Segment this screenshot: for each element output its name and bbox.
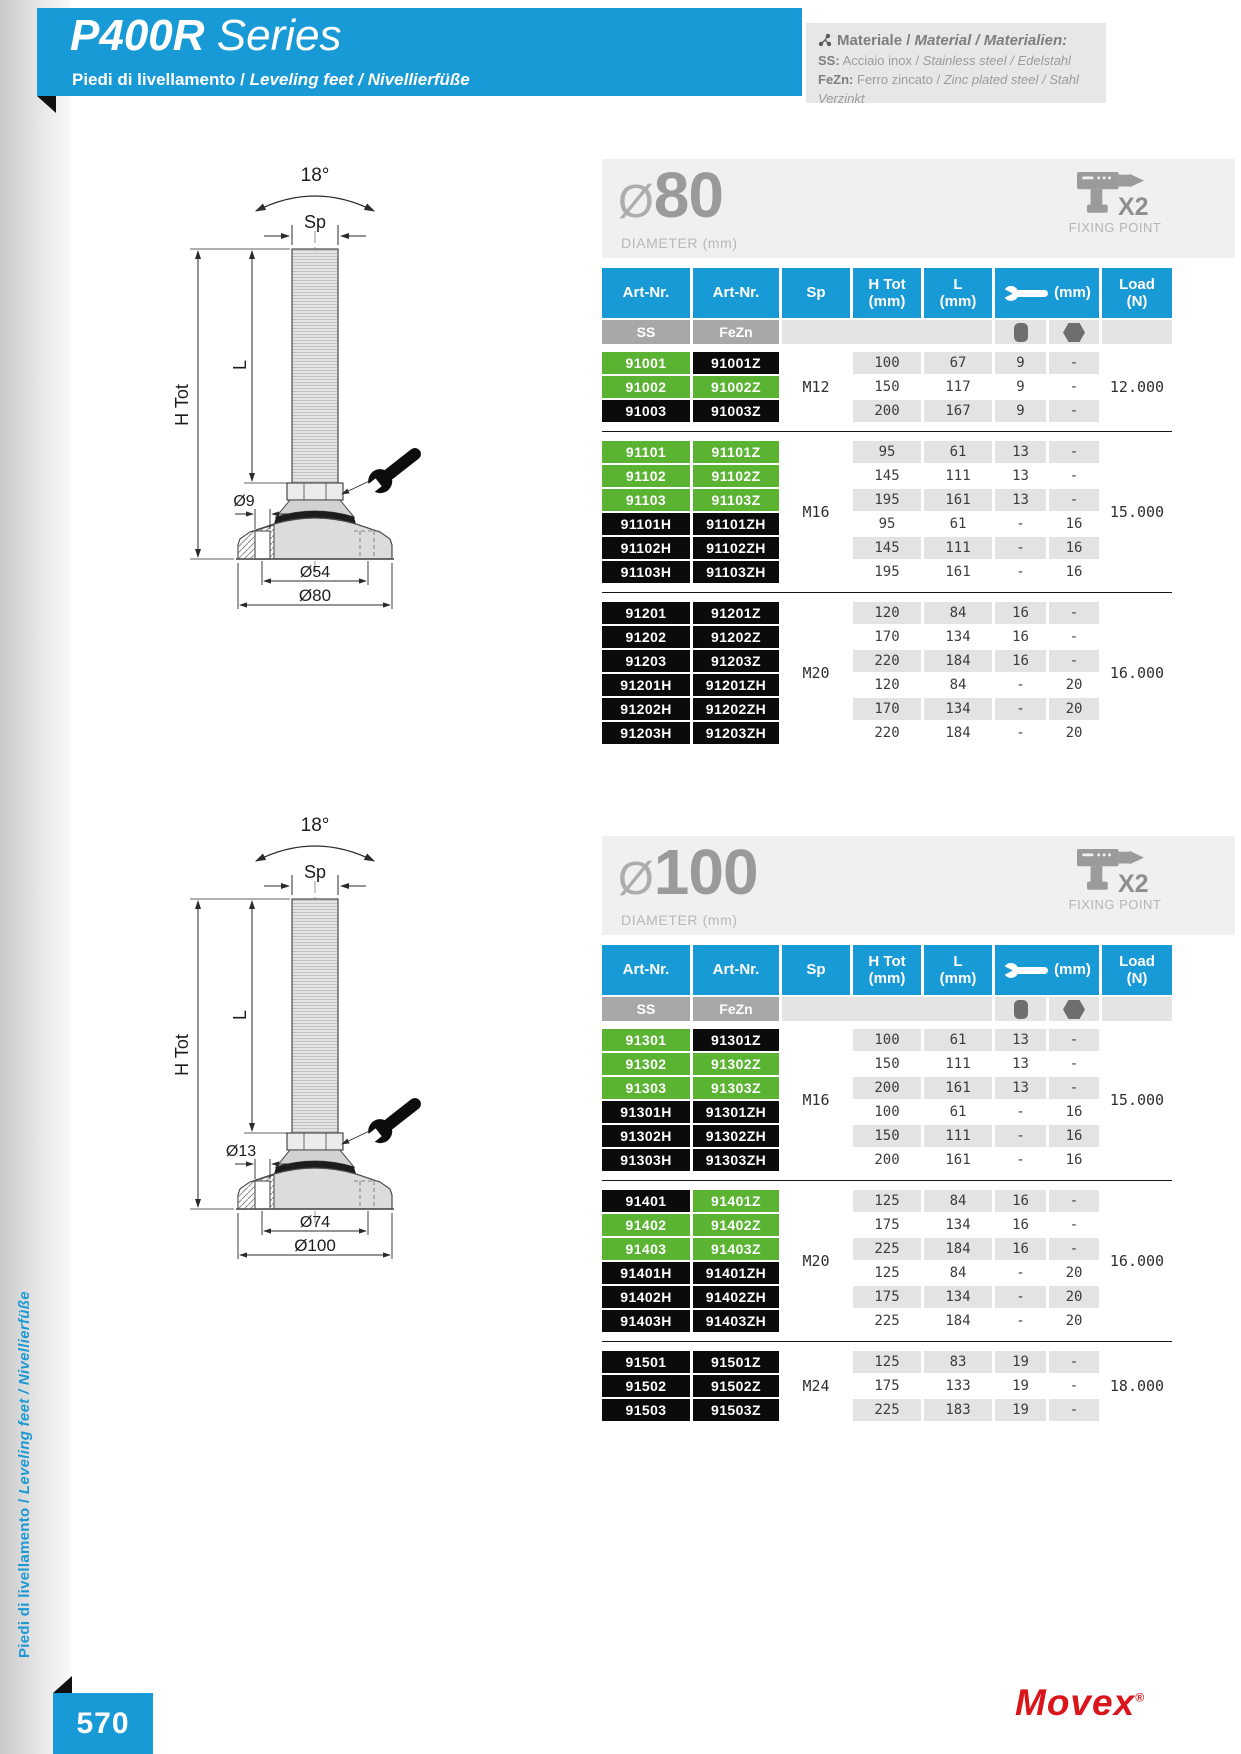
l-value: 134 bbox=[945, 1217, 971, 1233]
col-load: Load (N) bbox=[1102, 268, 1172, 318]
art-nr-fezn: 91201ZH bbox=[693, 674, 779, 696]
wrench-flat-value: 16 bbox=[1012, 629, 1029, 645]
art-nr-ss: 91503 bbox=[602, 1399, 690, 1421]
art-nr-ss: 91101 bbox=[602, 441, 690, 463]
art-nr-ss: 91402H bbox=[602, 1286, 690, 1308]
diameter-value: Ø80 bbox=[618, 159, 723, 231]
art-nr-fezn: 91002Z bbox=[693, 376, 779, 398]
subcol-socket bbox=[995, 997, 1046, 1021]
socket-icon bbox=[1014, 323, 1028, 342]
l-value: 84 bbox=[924, 1190, 992, 1212]
wrench-hex-value: - bbox=[1049, 1351, 1099, 1373]
art-nr-fezn: 91402Z bbox=[693, 1214, 779, 1236]
wrench-hex-value: - bbox=[1069, 468, 1079, 484]
art-nr-ss: 91302 bbox=[602, 1053, 690, 1075]
subcol-ss: SS bbox=[602, 997, 690, 1021]
art-nr-fezn: 91403Z bbox=[693, 1238, 779, 1260]
subcol-load-spacer bbox=[1102, 320, 1172, 344]
art-nr-fezn: 91003Z bbox=[693, 400, 779, 422]
l-value: 134 bbox=[924, 1286, 992, 1308]
col-wrench: (mm) bbox=[995, 268, 1099, 318]
wrench-flat-value: - bbox=[1016, 564, 1025, 580]
product-table-d80 bbox=[602, 268, 1172, 744]
dim-angle: 18° bbox=[300, 165, 330, 186]
section-header-d80 bbox=[602, 159, 1235, 258]
l-value: 84 bbox=[949, 1265, 967, 1281]
dim-htot: H Tot bbox=[172, 1034, 192, 1076]
art-nr-ss: 91403H bbox=[602, 1310, 690, 1332]
wrench-flat-value: - bbox=[1016, 1313, 1025, 1329]
htot-value: 220 bbox=[874, 725, 900, 741]
htot-value: 200 bbox=[853, 1077, 921, 1099]
wrench-hex-value: 20 bbox=[1049, 1286, 1099, 1308]
wrench-flat-value: 19 bbox=[1012, 1378, 1029, 1394]
material-row-ss: SS: Acciaio inox / Stainless steel / Edelstahl bbox=[818, 53, 1071, 68]
dim-hole: Ø9 bbox=[233, 493, 255, 510]
thread-group-M24 bbox=[602, 1351, 1172, 1421]
htot-value: 170 bbox=[853, 698, 921, 720]
l-value: 161 bbox=[924, 1077, 992, 1099]
l-value: 61 bbox=[924, 1029, 992, 1051]
col-artnr-fezn: Art-Nr. bbox=[693, 268, 779, 318]
htot-value: 225 bbox=[853, 1238, 921, 1260]
dim-circle: Ø74 bbox=[299, 1214, 331, 1231]
art-nr-fezn: 91503Z bbox=[693, 1399, 779, 1421]
htot-value: 150 bbox=[874, 1056, 900, 1072]
l-value: 161 bbox=[924, 489, 992, 511]
l-value: 184 bbox=[924, 650, 992, 672]
thread-size-label: M20 bbox=[802, 1252, 830, 1270]
fixing-point bbox=[1060, 842, 1170, 912]
wrench-hex-value: - bbox=[1069, 629, 1079, 645]
l-value: 134 bbox=[924, 698, 992, 720]
leveling-foot-drawing-d80 bbox=[140, 165, 480, 620]
l-value: 161 bbox=[945, 1152, 971, 1168]
art-nr-ss: 91301 bbox=[602, 1029, 690, 1051]
table-header bbox=[602, 945, 1172, 1021]
thread-size-label: M12 bbox=[802, 378, 830, 396]
hex-nut-icon bbox=[1063, 323, 1085, 342]
load-value: 16.000 bbox=[1109, 664, 1165, 682]
art-nr-ss: 91003 bbox=[602, 400, 690, 422]
art-nr-fezn: 91302ZH bbox=[693, 1125, 779, 1147]
wrench-hex-value: - bbox=[1049, 1077, 1099, 1099]
wrench-icon bbox=[1003, 962, 1049, 979]
subcol-fezn: FeZn bbox=[693, 997, 779, 1021]
art-nr-ss: 91403 bbox=[602, 1238, 690, 1260]
wrench-hex-value: - bbox=[1049, 650, 1099, 672]
dim-circle: Ø54 bbox=[299, 564, 331, 581]
art-nr-fezn: 91101ZH bbox=[693, 513, 779, 535]
fixing-label: FIXING POINT bbox=[1068, 897, 1162, 912]
art-nr-fezn: 91101Z bbox=[693, 441, 779, 463]
art-nr-fezn: 91401Z bbox=[693, 1190, 779, 1212]
wrench-flat-value: 9 bbox=[995, 352, 1046, 374]
wrench-hex-value: - bbox=[1069, 1217, 1079, 1233]
diameter-value: Ø100 bbox=[618, 836, 758, 908]
htot-value: 145 bbox=[874, 468, 900, 484]
col-htot: H Tot (mm) bbox=[853, 268, 921, 318]
l-value: 83 bbox=[924, 1351, 992, 1373]
l-value: 167 bbox=[924, 400, 992, 422]
htot-value: 195 bbox=[874, 564, 900, 580]
registered-mark: ® bbox=[1135, 1690, 1145, 1705]
wrench-hex-value: - bbox=[1069, 379, 1079, 395]
col-sp: Sp bbox=[782, 268, 850, 318]
htot-value: 125 bbox=[874, 1265, 900, 1281]
l-value: 111 bbox=[924, 537, 992, 559]
wrench-hex-value: - bbox=[1049, 602, 1099, 624]
l-value: 84 bbox=[949, 677, 967, 693]
l-value: 84 bbox=[924, 602, 992, 624]
htot-value: 200 bbox=[874, 1152, 900, 1168]
leveling-foot-drawing-d100 bbox=[140, 815, 480, 1270]
art-nr-fezn: 91201Z bbox=[693, 602, 779, 624]
thread-group-M20 bbox=[602, 602, 1172, 744]
wrench-flat-value: - bbox=[1016, 1104, 1025, 1120]
hex-nut-icon bbox=[1063, 1000, 1085, 1019]
subcol-spacer bbox=[782, 320, 992, 344]
htot-value: 225 bbox=[853, 1399, 921, 1421]
l-value: 184 bbox=[924, 1238, 992, 1260]
wrench-flat-value: 13 bbox=[995, 1029, 1046, 1051]
l-value: 134 bbox=[945, 629, 971, 645]
wrench-hex-value: - bbox=[1069, 1378, 1079, 1394]
art-nr-ss: 91501 bbox=[602, 1351, 690, 1373]
wrench-hex-value: 16 bbox=[1065, 1152, 1083, 1168]
wrench-flat-value: - bbox=[995, 1125, 1046, 1147]
htot-value: 200 bbox=[853, 400, 921, 422]
htot-value: 170 bbox=[874, 629, 900, 645]
wrench-hex-value: 20 bbox=[1065, 1313, 1083, 1329]
thread-size-label: M16 bbox=[802, 1091, 830, 1109]
wrench-hex-value: 20 bbox=[1049, 698, 1099, 720]
col-htot: H Tot (mm) bbox=[853, 945, 921, 995]
wrench-hex-value: - bbox=[1049, 400, 1099, 422]
brand-logo: Movex® bbox=[1015, 1682, 1145, 1723]
htot-value: 150 bbox=[874, 379, 900, 395]
l-value: 117 bbox=[945, 379, 971, 395]
socket-icon bbox=[1014, 1000, 1028, 1019]
wrench-hex-value: 16 bbox=[1049, 1125, 1099, 1147]
wrench-hex-value: - bbox=[1049, 489, 1099, 511]
l-value: 61 bbox=[949, 516, 967, 532]
dim-angle: 18° bbox=[300, 815, 330, 836]
art-nr-fezn: 91102ZH bbox=[693, 537, 779, 559]
wrench-hex-value: 20 bbox=[1065, 725, 1083, 741]
col-l: L (mm) bbox=[924, 268, 992, 318]
thread-size-label: M16 bbox=[802, 503, 830, 521]
art-nr-fezn: 91102Z bbox=[693, 465, 779, 487]
wrench-hex-value: 20 bbox=[1065, 677, 1083, 693]
l-value: 111 bbox=[945, 1056, 971, 1072]
htot-value: 175 bbox=[874, 1378, 900, 1394]
wrench-hex-value: - bbox=[1049, 441, 1099, 463]
fixing-label: FIXING POINT bbox=[1068, 220, 1162, 235]
product-table-d100 bbox=[602, 945, 1172, 1421]
htot-value: 175 bbox=[853, 1286, 921, 1308]
wrench-flat-value: 19 bbox=[995, 1399, 1046, 1421]
subcol-spacer bbox=[782, 997, 992, 1021]
htot-value: 175 bbox=[874, 1217, 900, 1233]
wrench-flat-value: 13 bbox=[1012, 468, 1029, 484]
subcol-load-spacer bbox=[1102, 997, 1172, 1021]
wrench-flat-value: 13 bbox=[995, 489, 1046, 511]
art-nr-ss: 91302H bbox=[602, 1125, 690, 1147]
fixing-count: X2 bbox=[1118, 870, 1149, 898]
wrench-flat-value: - bbox=[1016, 725, 1025, 741]
l-value: 184 bbox=[945, 725, 971, 741]
subcol-fezn: FeZn bbox=[693, 320, 779, 344]
art-nr-fezn: 91302Z bbox=[693, 1053, 779, 1075]
wrench-flat-value: - bbox=[1016, 516, 1025, 532]
wrench-flat-value: - bbox=[1016, 1265, 1025, 1281]
col-l: L (mm) bbox=[924, 945, 992, 995]
htot-value: 125 bbox=[853, 1351, 921, 1373]
art-nr-ss: 91002 bbox=[602, 376, 690, 398]
art-nr-ss: 91101H bbox=[602, 513, 690, 535]
thread-group-M20 bbox=[602, 1190, 1172, 1332]
htot-value: 100 bbox=[853, 352, 921, 374]
subcol-hex bbox=[1049, 320, 1099, 344]
material-row-fezn: FeZn: Ferro zincato / Zinc plated steel / Stahl Verzinkt bbox=[818, 71, 1079, 106]
wrench-flat-value: 16 bbox=[995, 602, 1046, 624]
art-nr-fezn: 91502Z bbox=[693, 1375, 779, 1397]
series-title: P400R Series bbox=[70, 11, 342, 60]
banner-fold-triangle bbox=[37, 96, 56, 113]
l-value: 133 bbox=[945, 1378, 971, 1394]
art-nr-ss: 91102 bbox=[602, 465, 690, 487]
art-nr-fezn: 91303Z bbox=[693, 1077, 779, 1099]
wrench-hex-value: - bbox=[1069, 1056, 1079, 1072]
htot-value: 150 bbox=[853, 1125, 921, 1147]
dim-l: L bbox=[230, 359, 250, 371]
subcol-hex bbox=[1049, 997, 1099, 1021]
load-value: 16.000 bbox=[1109, 1252, 1165, 1270]
group-separator bbox=[602, 592, 1172, 593]
material-legend bbox=[806, 23, 1106, 106]
load-value: 15.000 bbox=[1109, 1091, 1165, 1109]
wrench-hex-value: 16 bbox=[1065, 516, 1083, 532]
art-nr-ss: 91203H bbox=[602, 722, 690, 744]
wrench-flat-value: 16 bbox=[995, 1190, 1046, 1212]
diameter-label: DIAMETER (mm) bbox=[621, 235, 738, 251]
page-number: 570 bbox=[53, 1693, 153, 1754]
art-nr-fezn: 91203Z bbox=[693, 650, 779, 672]
l-value: 61 bbox=[924, 441, 992, 463]
sidebar-vertical-label: Piedi di livellamento / Leveling feet / Nivellierfüße bbox=[16, 1291, 33, 1658]
material-title: Materiale / Material / Materialien: bbox=[818, 32, 1094, 49]
thread-group-M12 bbox=[602, 352, 1172, 422]
htot-value: 95 bbox=[853, 441, 921, 463]
wrench-flat-value: - bbox=[995, 698, 1046, 720]
thread-group-M16 bbox=[602, 1029, 1172, 1171]
wrench-flat-value: 16 bbox=[995, 1238, 1046, 1260]
art-nr-ss: 91202H bbox=[602, 698, 690, 720]
l-value: 161 bbox=[945, 564, 971, 580]
htot-value: 145 bbox=[853, 537, 921, 559]
col-sp: Sp bbox=[782, 945, 850, 995]
art-nr-fezn: 91103Z bbox=[693, 489, 779, 511]
table-body bbox=[602, 1029, 1172, 1421]
wrench-hex-value: - bbox=[1049, 1029, 1099, 1051]
dim-base: Ø80 bbox=[298, 586, 332, 605]
art-nr-fezn: 91403ZH bbox=[693, 1310, 779, 1332]
dim-htot: H Tot bbox=[172, 384, 192, 426]
wrench-hex-value: 20 bbox=[1065, 1265, 1083, 1281]
dim-hole: Ø13 bbox=[225, 1143, 257, 1160]
htot-value: 220 bbox=[853, 650, 921, 672]
thread-size-label: M20 bbox=[802, 664, 830, 682]
art-nr-ss: 91201 bbox=[602, 602, 690, 624]
section-header-d100 bbox=[602, 836, 1235, 935]
art-nr-fezn: 91001Z bbox=[693, 352, 779, 374]
load-value: 15.000 bbox=[1109, 503, 1165, 521]
load-value: 18.000 bbox=[1109, 1377, 1165, 1395]
fixing-point bbox=[1060, 165, 1170, 235]
series-subtitle: Piedi di livellamento / Leveling feet / Nivellierfüße bbox=[72, 70, 470, 89]
art-nr-fezn: 91202ZH bbox=[693, 698, 779, 720]
subcol-ss: SS bbox=[602, 320, 690, 344]
col-load: Load (N) bbox=[1102, 945, 1172, 995]
wrench-hex-value: - bbox=[1049, 352, 1099, 374]
wrench-hex-value: - bbox=[1049, 1190, 1099, 1212]
htot-value: 100 bbox=[853, 1029, 921, 1051]
htot-value: 100 bbox=[874, 1104, 900, 1120]
fixing-count: X2 bbox=[1118, 193, 1149, 221]
wrench-flat-value: 9 bbox=[1016, 379, 1025, 395]
dim-sp: Sp bbox=[303, 212, 327, 232]
col-artnr-ss: Art-Nr. bbox=[602, 268, 690, 318]
wrench-icon bbox=[1003, 285, 1049, 302]
l-value: 183 bbox=[924, 1399, 992, 1421]
art-nr-ss: 91103 bbox=[602, 489, 690, 511]
table-body bbox=[602, 352, 1172, 744]
art-nr-ss: 91401H bbox=[602, 1262, 690, 1284]
wrench-flat-value: 13 bbox=[1012, 1056, 1029, 1072]
subcol-socket bbox=[995, 320, 1046, 344]
wrench-hex-value: - bbox=[1049, 1399, 1099, 1421]
thread-group-M16 bbox=[602, 441, 1172, 583]
l-value: 184 bbox=[945, 1313, 971, 1329]
art-nr-fezn: 91103ZH bbox=[693, 561, 779, 583]
wrench-hex-value: - bbox=[1049, 1238, 1099, 1260]
art-nr-fezn: 91303ZH bbox=[693, 1149, 779, 1171]
art-nr-ss: 91303H bbox=[602, 1149, 690, 1171]
art-nr-ss: 91402 bbox=[602, 1214, 690, 1236]
art-nr-fezn: 91301ZH bbox=[693, 1101, 779, 1123]
art-nr-fezn: 91202Z bbox=[693, 626, 779, 648]
art-nr-ss: 91401 bbox=[602, 1190, 690, 1212]
art-nr-fezn: 91401ZH bbox=[693, 1262, 779, 1284]
wrench-flat-value: 19 bbox=[995, 1351, 1046, 1373]
l-value: 61 bbox=[949, 1104, 967, 1120]
wrench-flat-value: 16 bbox=[995, 650, 1046, 672]
wrench-flat-value: - bbox=[1016, 677, 1025, 693]
col-wrench: (mm) bbox=[995, 945, 1099, 995]
l-value: 111 bbox=[924, 1125, 992, 1147]
group-separator bbox=[602, 1341, 1172, 1342]
col-artnr-fezn: Art-Nr. bbox=[693, 945, 779, 995]
wrench-hex-value: 16 bbox=[1049, 537, 1099, 559]
wrench-flat-value: - bbox=[995, 537, 1046, 559]
htot-value: 225 bbox=[874, 1313, 900, 1329]
wrench-flat-value: 13 bbox=[995, 1077, 1046, 1099]
diameter-label: DIAMETER (mm) bbox=[621, 912, 738, 928]
table-header bbox=[602, 268, 1172, 344]
group-separator bbox=[602, 431, 1172, 432]
htot-value: 95 bbox=[878, 516, 896, 532]
art-nr-ss: 91502 bbox=[602, 1375, 690, 1397]
art-nr-ss: 91202 bbox=[602, 626, 690, 648]
art-nr-fezn: 91402ZH bbox=[693, 1286, 779, 1308]
page-edge-strip bbox=[0, 0, 70, 1754]
wrench-flat-value: 16 bbox=[1012, 1217, 1029, 1233]
art-nr-ss: 91203 bbox=[602, 650, 690, 672]
dim-l: L bbox=[230, 1009, 250, 1021]
art-nr-ss: 91303 bbox=[602, 1077, 690, 1099]
dim-sp: Sp bbox=[303, 862, 327, 882]
material-icon bbox=[818, 33, 832, 47]
dim-base: Ø100 bbox=[294, 1236, 336, 1255]
art-nr-fezn: 91501Z bbox=[693, 1351, 779, 1373]
wrench-flat-value: 13 bbox=[995, 441, 1046, 463]
wrench-flat-value: - bbox=[1016, 1152, 1025, 1168]
l-value: 67 bbox=[924, 352, 992, 374]
art-nr-fezn: 91203ZH bbox=[693, 722, 779, 744]
footer-fold-triangle bbox=[53, 1676, 72, 1693]
art-nr-ss: 91102H bbox=[602, 537, 690, 559]
group-separator bbox=[602, 1180, 1172, 1181]
art-nr-ss: 91301H bbox=[602, 1101, 690, 1123]
series-banner bbox=[37, 8, 802, 96]
wrench-hex-value: 16 bbox=[1065, 564, 1083, 580]
l-value: 111 bbox=[945, 468, 971, 484]
load-value: 12.000 bbox=[1109, 378, 1165, 396]
art-nr-ss: 91001 bbox=[602, 352, 690, 374]
thread-size-label: M24 bbox=[802, 1377, 830, 1395]
htot-value: 120 bbox=[874, 677, 900, 693]
art-nr-ss: 91201H bbox=[602, 674, 690, 696]
art-nr-ss: 91103H bbox=[602, 561, 690, 583]
htot-value: 195 bbox=[853, 489, 921, 511]
col-artnr-ss: Art-Nr. bbox=[602, 945, 690, 995]
wrench-flat-value: - bbox=[995, 1286, 1046, 1308]
htot-value: 120 bbox=[853, 602, 921, 624]
wrench-flat-value: 9 bbox=[995, 400, 1046, 422]
art-nr-fezn: 91301Z bbox=[693, 1029, 779, 1051]
wrench-hex-value: 16 bbox=[1065, 1104, 1083, 1120]
htot-value: 125 bbox=[853, 1190, 921, 1212]
